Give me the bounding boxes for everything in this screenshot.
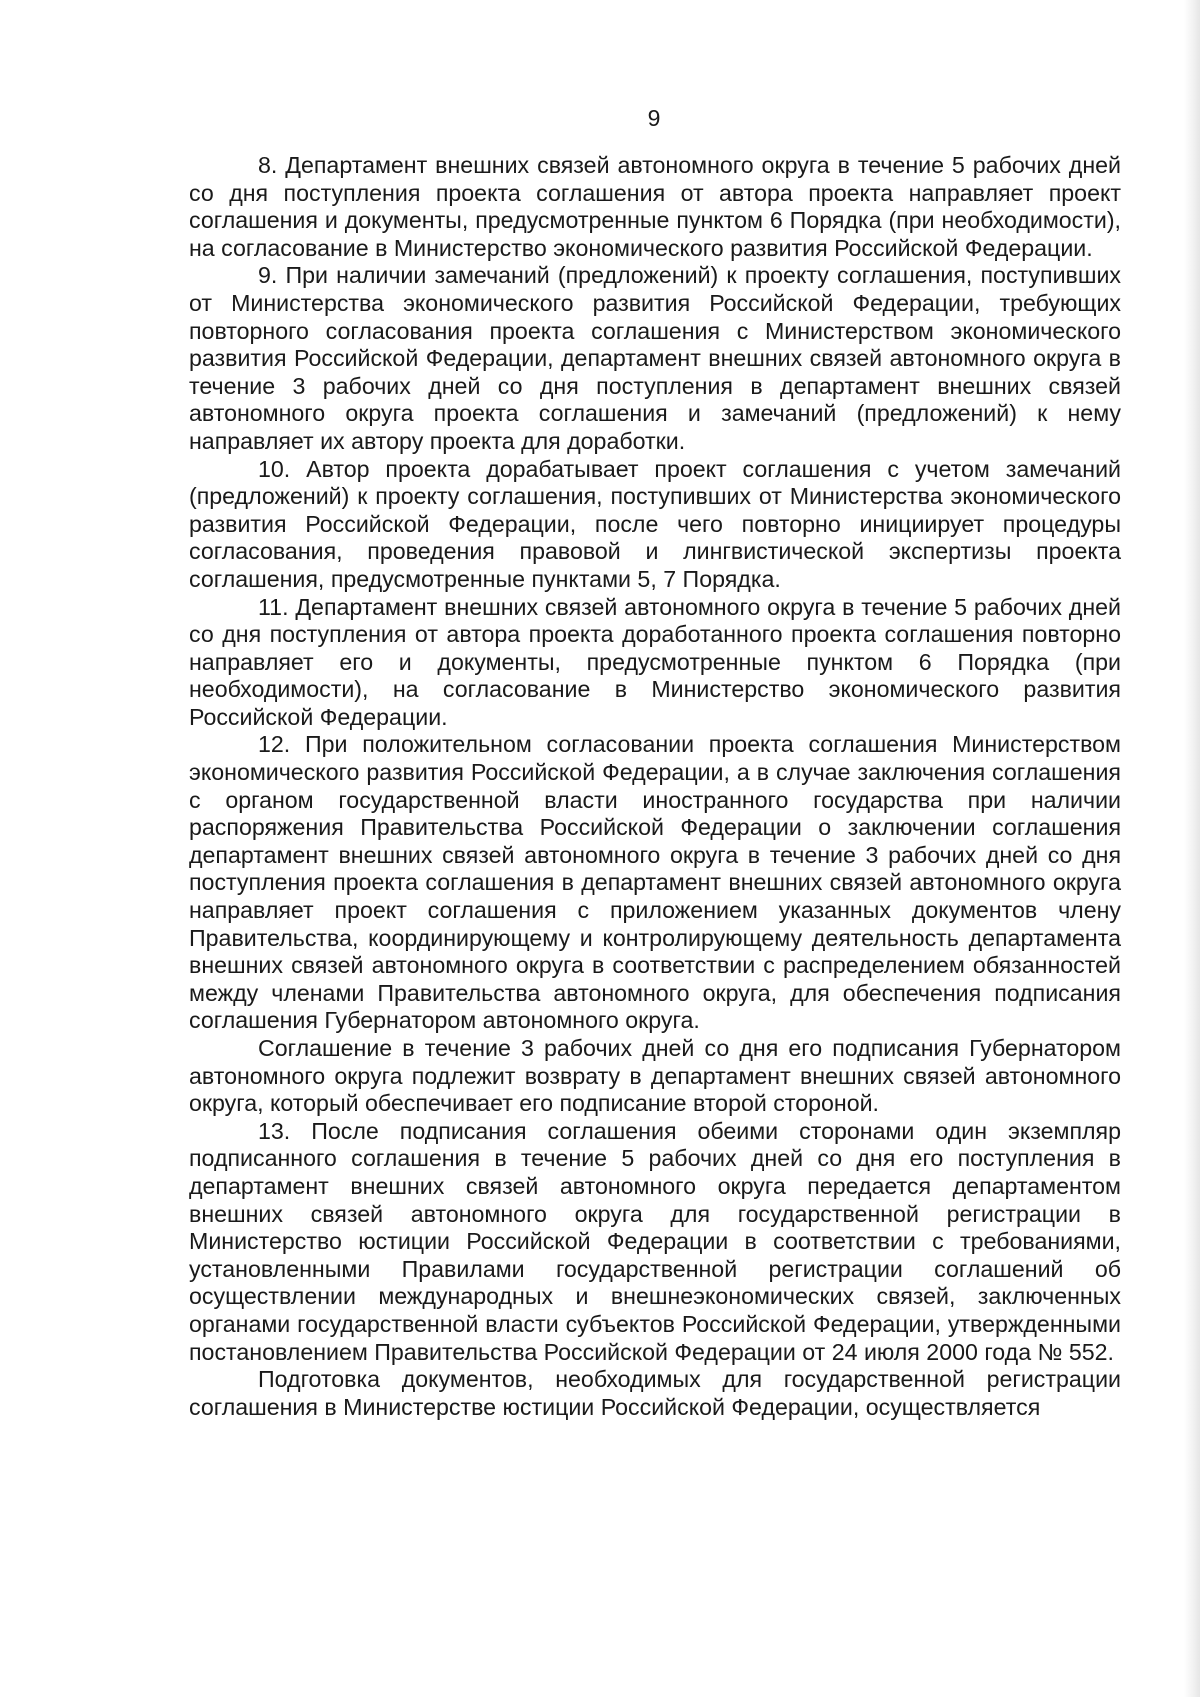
paragraph-12: 12. При положительном согласовании проекта соглашения Министерством экономического развития Российской Федерации, а в случае заключения соглашения с органом государственной власти иностранного государства при наличии распоряжения Правительства Российской Федерации о заключении соглашения департамент внешних связей автономного округа в течение 3 рабочих дней со дня поступления проекта соглашения в департамент внешних связей автономного округа направляет проект соглашения с приложением указанных документов члену Правительства, координирующему и контролирующему деятельность департамента внешних связей автономного округа в соответствии с распределением обязанностей между членами Правительства автономного округа, для обеспечения подписания соглашения Губернатором автономного округа.	[189, 731, 1121, 1034]
scan-page-edge	[1184, 0, 1200, 1697]
paragraph-12-continuation: Соглашение в течение 3 рабочих дней со дня его подписания Губернатором автономного округа подлежит возврату в департамент внешних связей автономного округа, который обеспечивает его подписание второй стороной.	[189, 1035, 1121, 1117]
paragraph-13-continuation: Подготовка документов, необходимых для государственной регистрации соглашения в Министерстве юстиции Российской Федерации, осуществляется	[189, 1366, 1121, 1420]
paragraph-9: 9. При наличии замечаний (предложений) к проекту соглашения, поступивших от Министерства экономического развития Российской Федерации, требующих повторного согласования проекта соглашения с Министерством экономического развития Российской Федерации, департамент внешних связей автономного округа в течение 3 рабочих дней со дня поступления в департамент внешних связей автономного округа проекта соглашения и замечаний (предложений) к нему направляет их автору проекта для доработки.	[189, 262, 1121, 454]
document-body	[189, 152, 1121, 1421]
page-number: 9	[647, 105, 661, 131]
paragraph-13: 13. После подписания соглашения обеими сторонами один экземпляр подписанного соглашения в течение 5 рабочих дней со дня его поступления в департамент внешних связей автономного округа передается департаментом внешних связей автономного округа для государственной регистрации в Министерство юстиции Российской Федерации в соответствии с требованиями, установленными Правилами государственной регистрации соглашений об осуществлении международных и внешнеэкономических связей, заключенных органами государственной власти субъектов Российской Федерации, утвержденными постановлением Правительства Российской Федерации от 24 июля 2000 года № 552.	[189, 1117, 1121, 1365]
paragraph-10: 10. Автор проекта дорабатывает проект соглашения с учетом замечаний (предложений) к проекту соглашения, поступивших от Министерства экономического развития Российской Федерации, после чего повторно инициирует процедуры согласования, проведения правовой и лингвистической экспертизы проекта соглашения, предусмотренные пунктами 5, 7 Порядка.	[189, 455, 1121, 592]
paragraph-8: 8. Департамент внешних связей автономного округа в течение 5 рабочих дней со дня поступления проекта соглашения от автора проекта направляет проект соглашения и документы, предусмотренные пунктом 6 Порядка (при необходимости), на согласование в Министерство экономического развития Российской Федерации.	[189, 152, 1121, 261]
paragraph-11: 11. Департамент внешних связей автономного округа в течение 5 рабочих дней со дня поступления от автора проекта доработанного проекта соглашения повторно направляет его и документы, предусмотренные пунктом 6 Порядка (при необходимости), на согласование в Министерство экономического развития Российской Федерации.	[189, 593, 1121, 730]
